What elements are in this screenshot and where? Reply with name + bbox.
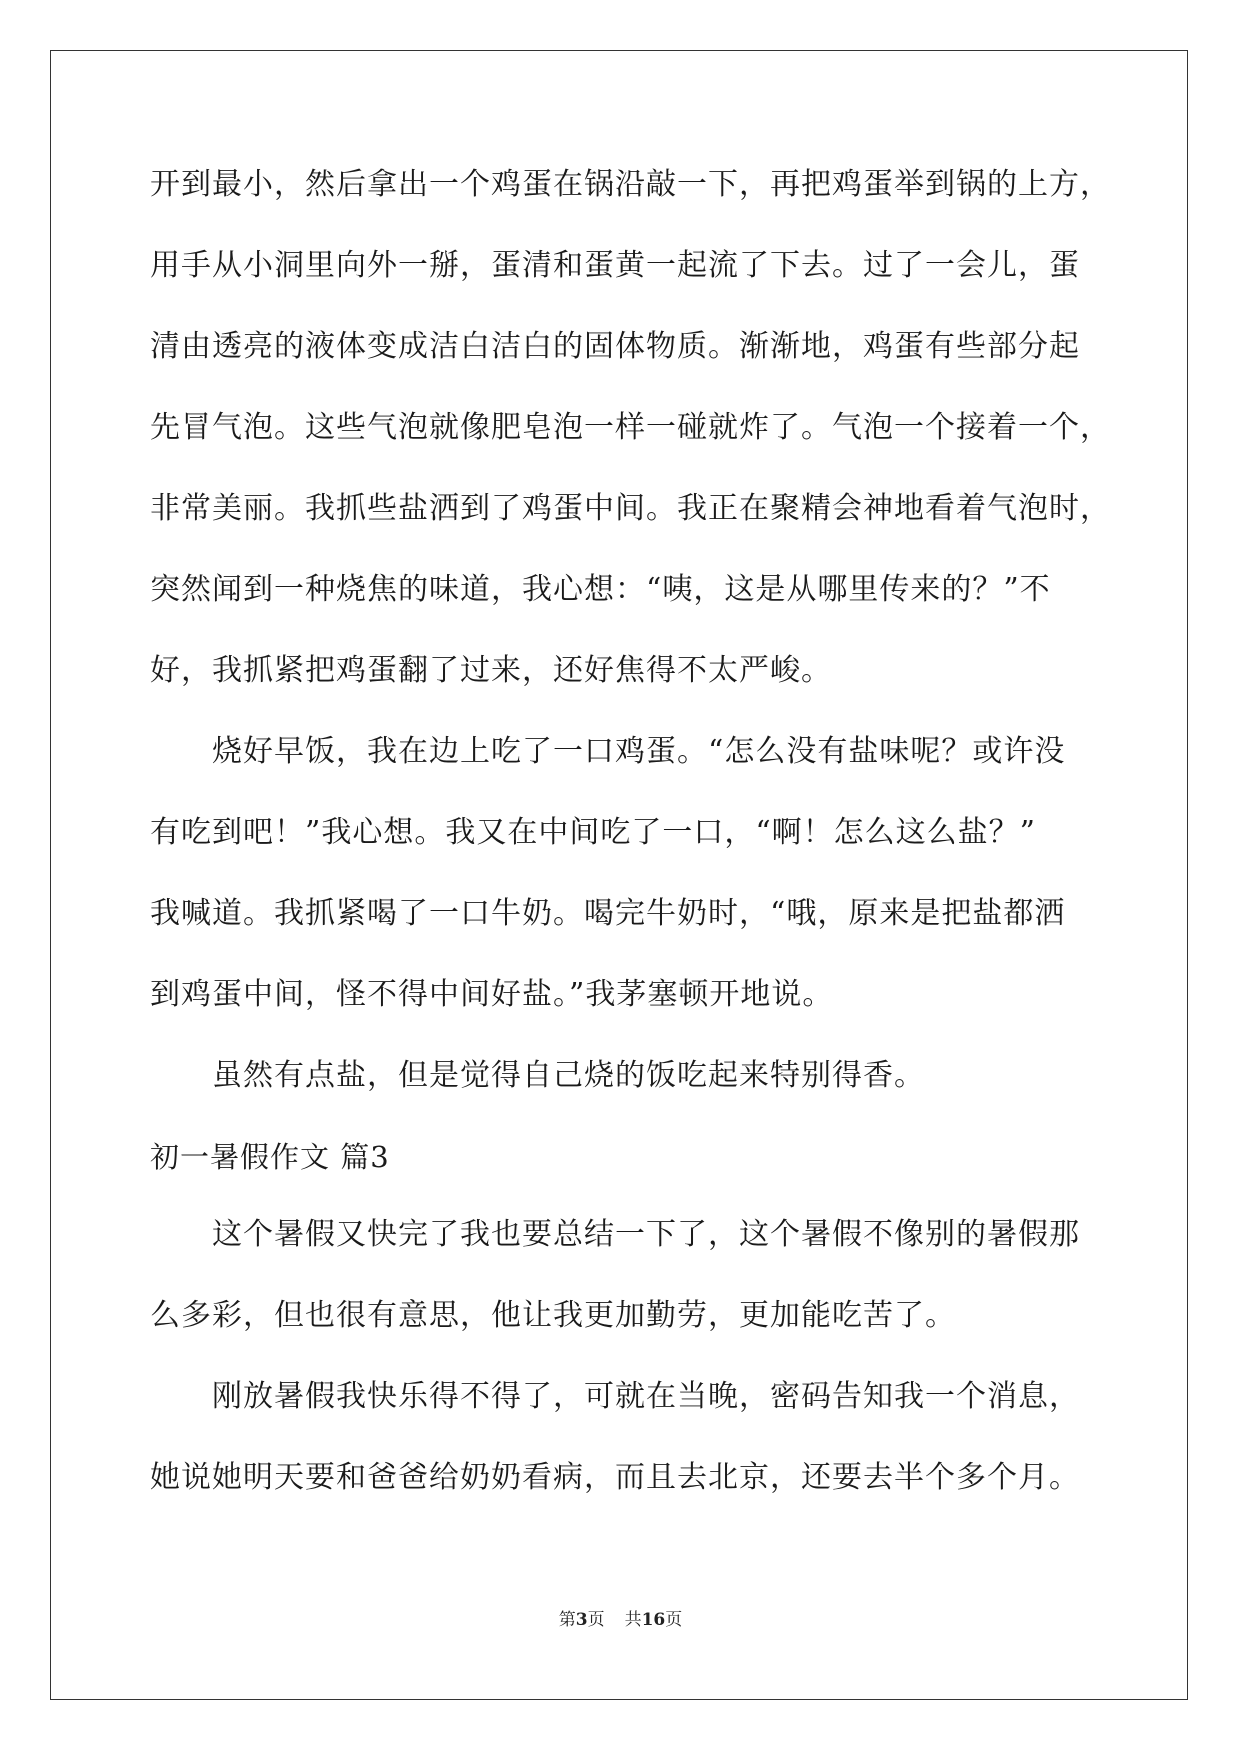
paragraph-start-line: 虽然有点盐，但是觉得自己烧的饭吃起来特别得香。: [212, 1058, 925, 1093]
page-suffix: 页: [587, 1610, 605, 1630]
text-line: 突然闻到一种烧焦的味道，我心想：“咦，这是从哪里传来的？”不: [150, 572, 1051, 607]
text-line: 清由透亮的液体变成洁白洁白的固体物质。渐渐地，鸡蛋有些部分起: [150, 329, 1080, 364]
text-line: 有吃到吧！”我心想。我又在中间吃了一口，“啊！怎么这么盐？”: [150, 815, 1037, 850]
total-prefix: 共: [624, 1610, 642, 1630]
text-line: 先冒气泡。这些气泡就像肥皂泡一样一碰就炸了。气泡一个接着一个，: [150, 410, 1111, 445]
paragraph-start-line: 刚放暑假我快乐得不得了，可就在当晚，密码告知我一个消息，: [212, 1379, 1080, 1414]
paragraph-start-line: 烧好早饭，我在边上吃了一口鸡蛋。“怎么没有盐味呢？或许没: [212, 734, 1066, 769]
text-line: 我喊道。我抓紧喝了一口牛奶。喝完牛奶时，“哦，原来是把盐都洒: [150, 896, 1066, 931]
section-heading: 初一暑假作文 篇3: [150, 1140, 390, 1174]
document-body: [150, 160, 1111, 1534]
text-line: 她说她明天要和爸爸给奶奶看病，而且去北京，还要去半个多个月。: [150, 1460, 1080, 1495]
page-footer: [0, 1605, 1241, 1630]
text-line: 么多彩，但也很有意思，他让我更加勤劳，更加能吃苦了。: [150, 1298, 956, 1333]
page-prefix: 第: [558, 1610, 576, 1630]
paragraph-start-line: 这个暑假又快完了我也要总结一下了，这个暑假不像别的暑假那: [212, 1217, 1080, 1252]
page-number: 3: [575, 1610, 588, 1630]
total-suffix: 页: [665, 1610, 683, 1630]
text-line: 非常美丽。我抓些盐洒到了鸡蛋中间。我正在聚精会神地看着气泡时，: [150, 491, 1111, 526]
text-line: 到鸡蛋中间，怪不得中间好盐。”我茅塞顿开地说。: [150, 977, 834, 1012]
total-pages: 16: [641, 1610, 666, 1630]
text-line: 好，我抓紧把鸡蛋翻了过来，还好焦得不太严峻。: [150, 653, 832, 688]
text-line: 用手从小洞里向外一掰，蛋清和蛋黄一起流了下去。过了一会儿，蛋: [150, 248, 1080, 283]
text-line: 开到最小，然后拿出一个鸡蛋在锅沿敲一下，再把鸡蛋举到锅的上方，: [150, 167, 1111, 202]
